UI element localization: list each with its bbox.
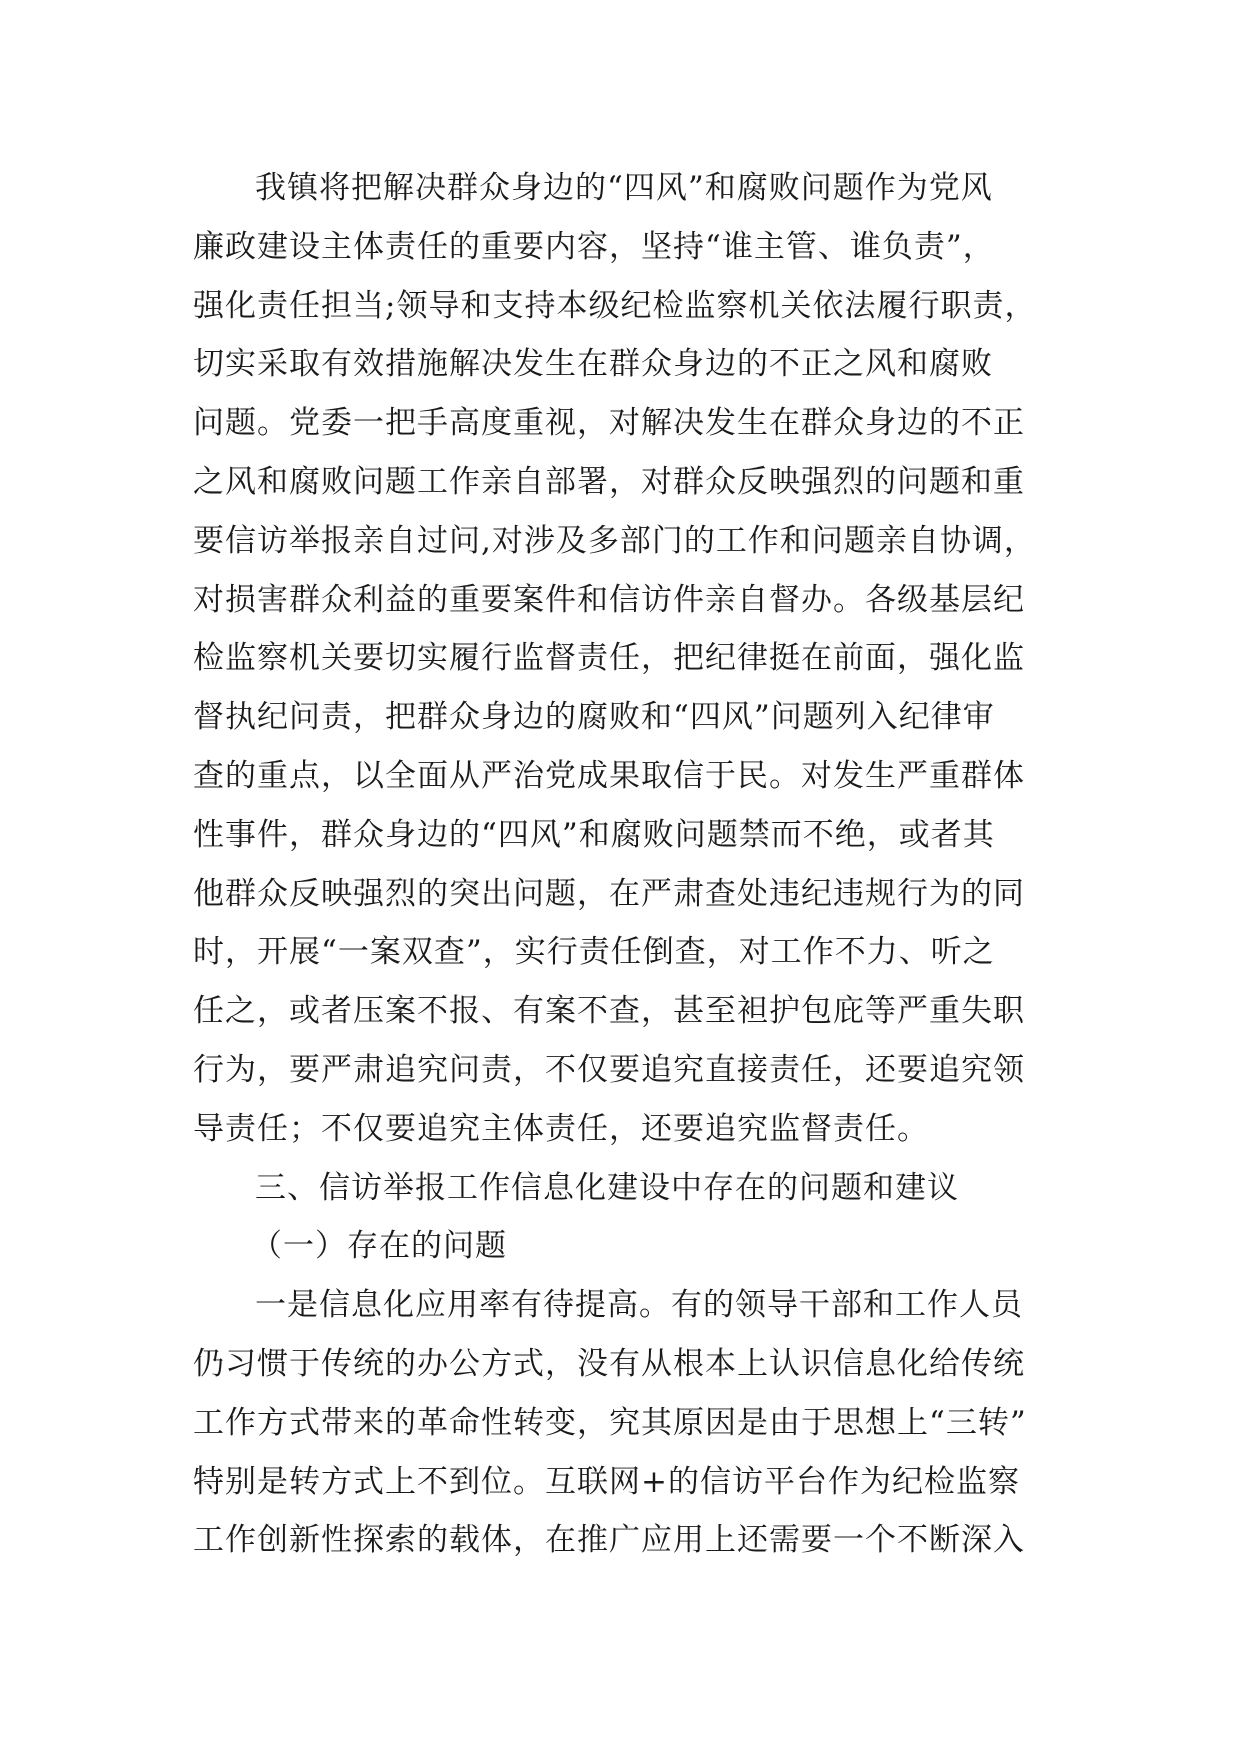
paragraph-line: 查的重点，以全面从严治党成果取信于民。对发生严重群体 — [193, 757, 1025, 794]
paragraph-line: 时，开展“一案双查”，实行责任倒查，对工作不力、听之 — [193, 934, 995, 971]
paragraph-line: 之风和腐败问题工作亲自部署，对群众反映强烈的问题和重 — [193, 463, 1025, 500]
paragraph-line: 切实采取有效措施解决发生在群众身边的不正之风和腐败 — [193, 346, 993, 383]
paragraph-line: 一是信息化应用率有待提高。有的领导干部和工作人员 — [255, 1287, 1023, 1324]
subsection-heading: （一）存在的问题 — [251, 1228, 507, 1265]
paragraph-line: 导责任；不仅要追究主体责任，还要追究监督责任。 — [193, 1110, 929, 1147]
section-heading: 三、信访举报工作信息化建设中存在的问题和建议 — [255, 1169, 959, 1206]
paragraph-line: 强化责任担当;领导和支持本级纪检监察机关依法履行职责， — [193, 287, 1037, 324]
paragraph-line: 廉政建设主体责任的重要内容，坚持“谁主管、谁负责”， — [193, 228, 995, 265]
paragraph-line: 仍习惯于传统的办公方式，没有从根本上认识信息化给传统 — [193, 1345, 1025, 1382]
paragraph-line: 特别是转方式上不到位。互联网+的信访平台作为纪检监察 — [193, 1463, 1020, 1500]
paragraph-line: 性事件，群众身边的“四风”和腐败问题禁而不绝，或者其 — [193, 816, 995, 853]
paragraph-line: 他群众反映强烈的突出问题，在严肃查处违纪违规行为的同 — [193, 875, 1025, 912]
paragraph-line: 我镇将把解决群众身边的“四风”和腐败问题作为党风 — [255, 170, 993, 206]
paragraph-line: 要信访举报亲自过问,对涉及多部门的工作和问题亲自协调， — [193, 522, 1036, 559]
paragraph-line: 对损害群众利益的重要案件和信访件亲自督办。各级基层纪 — [193, 581, 1025, 618]
paragraph-line: 问题。党委一把手高度重视，对解决发生在群众身边的不正 — [193, 405, 1025, 442]
paragraph-line: 督执纪问责，把群众身边的腐败和“四风”问题列入纪律审 — [193, 699, 995, 736]
paragraph-line: 行为，要严肃追究问责，不仅要追究直接责任，还要追究领 — [193, 1051, 1025, 1088]
document-body — [193, 159, 1073, 1570]
paragraph-line: 检监察机关要切实履行监督责任，把纪律挺在前面，强化监 — [193, 640, 1025, 677]
paragraph-line: 工作创新性探索的载体，在推广应用上还需要一个不断深入 — [193, 1522, 1025, 1559]
paragraph-line: 工作方式带来的革命性转变，究其原因是由于思想上“三转” — [193, 1404, 1027, 1441]
paragraph-line: 任之，或者压案不报、有案不查，甚至袒护包庇等严重失职 — [193, 993, 1025, 1030]
